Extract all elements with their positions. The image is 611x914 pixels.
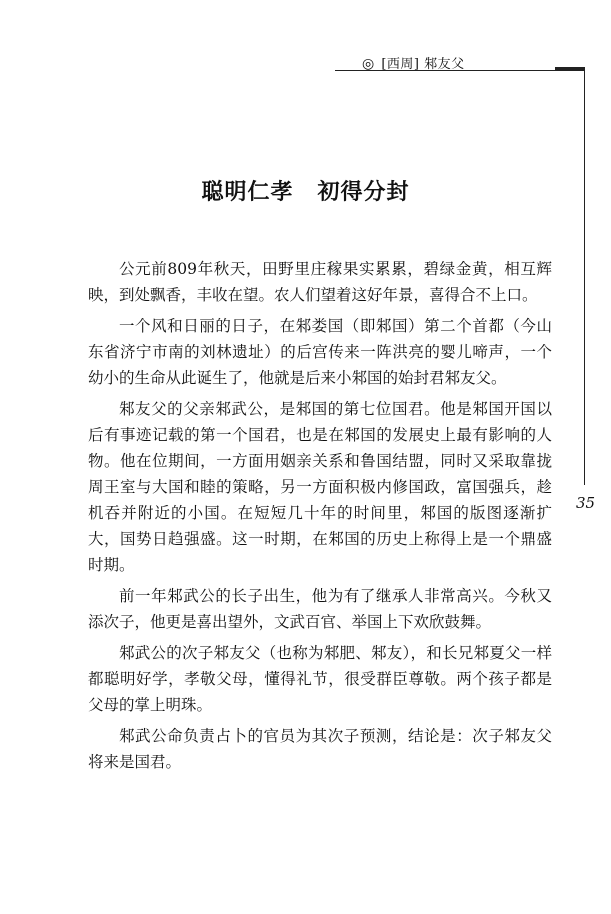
paragraph-2: 一个风和日丽的日子，在邾娄国（即邾国）第二个首都（今山东省济宁市南的刘林遗址）的后宫传来一阵洪亮的婴儿啼声，一个幼小的生命从此诞生了，他就是后来小邾国的始封君邾友父。	[88, 317, 552, 387]
header-rule	[335, 70, 585, 71]
paragraph-4: 前一年邾武公的长子出生，他为有了继承人非常高兴。今秋又添次子，他更是喜出望外，文武百官、举国上下欢欣鼓舞。	[88, 587, 552, 631]
chapter-title-part1: 聪明仁孝	[201, 180, 294, 205]
header-rule-accent	[555, 67, 585, 71]
body-text	[88, 256, 552, 780]
chapter-title-part2: 初得分封	[317, 180, 410, 205]
paragraph-1: 公元前809年秋天，田野里庄稼果实累累，碧绿金黄，相互辉映，到处飘香，丰收在望。农人们望着这好年景，喜得合不上口。	[88, 260, 552, 304]
paragraph-5: 邾武公的次子邾友父（也称为邾肥、邾友），和长兄邾夏父一样都聪明好学，孝敬父母，懂得礼节，很受群臣尊敬。两个孩子都是父母的掌上明珠。	[88, 644, 552, 714]
circle-mark-icon: ◎	[362, 56, 375, 72]
header-title: [西周] 邾友父	[381, 57, 465, 72]
chapter-title	[0, 175, 611, 206]
side-rule	[584, 70, 585, 485]
paragraph-3: 邾友父的父亲邾武公，是邾国的第七位国君。他是邾国开国以后有事迹记载的第一个国君，也是在邾国的发展史上最有影响的人物。他在位期间，一方面用姻亲关系和鲁国结盟，同时又采取靠拢周王室与大国和睦的策略，另一方面积极内修国政，富国强兵，趁机吞并附近的小国。在短短几十年的时间里，邾国的版图逐渐扩大，国势日趋强盛。这一时期，在邾国的历史上称得上是一个鼎盛时期。	[88, 400, 552, 574]
page-number: 35	[576, 494, 596, 512]
paragraph-6: 邾武公命负责占卜的官员为其次子预测，结论是：次子邾友父将来是国君。	[88, 727, 552, 771]
